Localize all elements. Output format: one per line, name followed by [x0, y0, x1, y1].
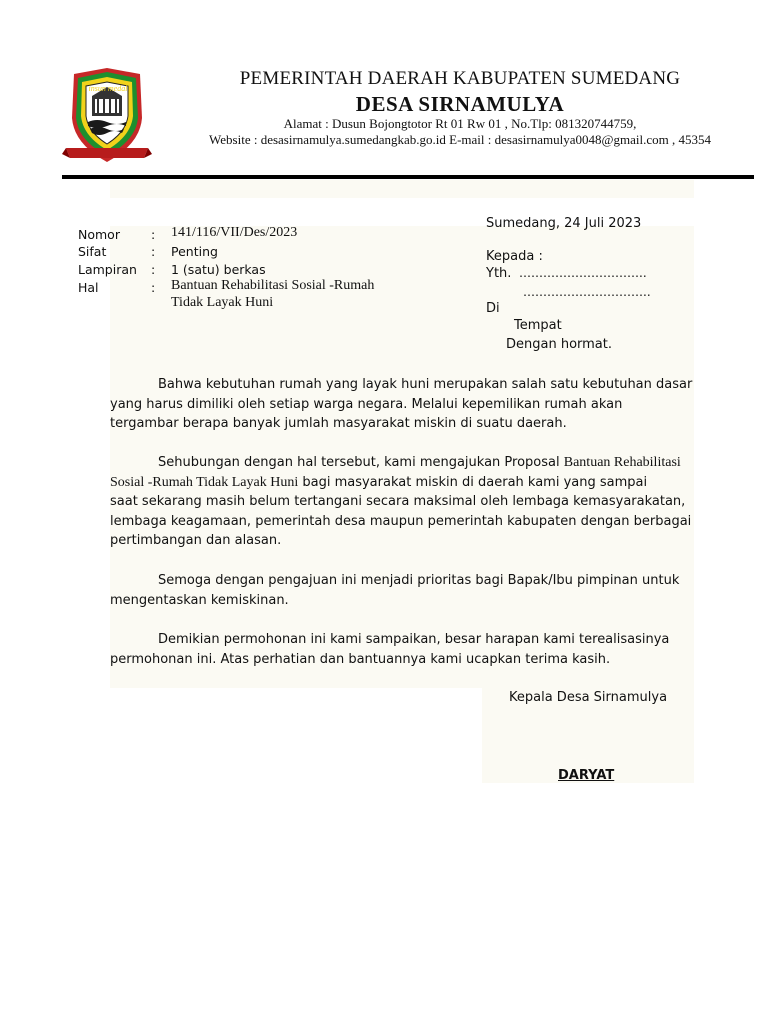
letter-date: Sumedang, 24 Juli 2023	[486, 216, 642, 231]
p2-proposal-title: Bantuan Rehabilitasi	[563, 455, 681, 470]
greeting: Dengan hormat.	[506, 337, 613, 352]
letterhead-government: PEMERINTAH DAERAH KABUPATEN SUMEDANG	[239, 68, 681, 89]
p2-line: lembaga keagamaan, pemerintah desa maupun pemerintah kabupaten dengan berbagai	[110, 513, 692, 529]
sifat-label: Sifat	[78, 244, 107, 259]
p1-line: tergambar berapa banyak jumlah masyarakat miskin di suatu daerah.	[110, 416, 567, 431]
tempat-label: Tempat	[514, 318, 562, 333]
p2-line: saat sekarang masih belum tertangani secara maksimal oleh lembaga kemasyarakatan,	[110, 494, 686, 509]
colon: :	[151, 262, 156, 277]
colon: :	[151, 227, 156, 242]
p1-line: Bahwa kebutuhan rumah yang layak huni merupakan salah satu kebutuhan dasar	[158, 377, 693, 392]
logo-motto: insun medal	[88, 84, 128, 93]
di-label: Di	[486, 301, 500, 316]
letterhead-village: DESA SIRNAMULYA	[355, 92, 565, 116]
recipient-placeholder-2: …………………………..	[523, 285, 651, 299]
hal-label: Hal	[78, 280, 99, 295]
p2-line: pertimbangan dan alasan.	[110, 533, 282, 548]
yth-label: Yth.	[486, 266, 512, 281]
p4-line: Demikian permohonan ini kami sampaikan, besar harapan kami terealisasinya	[158, 632, 670, 647]
village-emblem-logo	[62, 66, 152, 170]
p2-line: Sehubungan dengan hal tersebut, kami mengajukan Proposal	[158, 455, 564, 470]
colon: :	[151, 244, 156, 259]
paragraph-2	[110, 453, 694, 551]
paragraph-1	[110, 375, 694, 434]
signature-name: DARYAT	[558, 768, 615, 783]
paragraph-4	[110, 630, 694, 669]
p3-line: mengentaskan kemiskinan.	[110, 592, 289, 608]
p3-line: Semoga dengan pengajuan ini menjadi prioritas bagi Bapak/Ibu pimpinan untuk	[158, 573, 680, 588]
p2-line: bagi masyarakat miskin di daerah kami yang sampai	[298, 474, 648, 490]
letterhead-address: Alamat : Dusun Bojongtotor Rt 01 Rw 01 , No.Tlp: 081320744759,	[283, 116, 637, 131]
p2-proposal-title: Sosial -Rumah Tidak Layak Huni	[110, 474, 299, 490]
p1-line: yang harus dimiliki oleh setiap warga negara. Melalui kepemilikan rumah akan	[110, 396, 623, 412]
signature-title: Kepala Desa Sirnamulya	[509, 690, 668, 705]
letterhead-divider	[62, 175, 754, 179]
recipient-placeholder-1: …………………………..	[519, 266, 647, 280]
nomor-value: 141/116/VII/Des/2023	[171, 225, 298, 240]
nomor-label: Nomor	[78, 227, 120, 242]
lampiran-label: Lampiran	[78, 262, 137, 277]
hal-value-line1: Bantuan Rehabilitasi Sosial -Rumah	[171, 278, 375, 293]
lampiran-value: 1 (satu) berkas	[171, 262, 266, 277]
colon: :	[151, 280, 156, 295]
letterhead-contact: Website : desasirnamulya.sumedangkab.go.id E-mail : desasirnamulya0048@gmail.com , 45354	[209, 132, 711, 147]
paragraph-3	[110, 571, 694, 610]
sifat-value: Penting	[171, 244, 218, 259]
kepada-label: Kepada :	[486, 249, 543, 264]
p4-line: permohonan ini. Atas perhatian dan bantuannya kami ucapkan terima kasih.	[110, 651, 611, 667]
text-box-background	[110, 180, 694, 198]
hal-value-line2: Tidak Layak Huni	[171, 295, 274, 310]
